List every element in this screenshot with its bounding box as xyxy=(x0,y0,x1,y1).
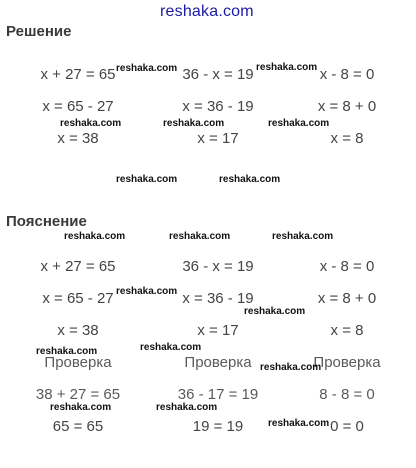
solution-equation: x = 36 - 19 xyxy=(182,98,254,115)
solution-equation: 36 - x = 19 xyxy=(182,66,254,83)
check-label: Проверка xyxy=(44,354,112,371)
watermark: reshaka.com xyxy=(169,231,231,242)
watermark: reshaka.com xyxy=(140,342,202,353)
watermark: reshaka.com xyxy=(60,118,122,129)
watermark: reshaka.com xyxy=(256,62,318,73)
solution-equation: x + 27 = 65 xyxy=(40,66,116,83)
watermark: reshaka.com xyxy=(268,418,330,429)
solution-equation: x = 38 xyxy=(57,130,99,147)
watermark: reshaka.com xyxy=(219,174,281,185)
watermark: reshaka.com xyxy=(116,174,178,185)
watermark: reshaka.com xyxy=(244,306,306,317)
watermark: reshaka.com xyxy=(268,118,330,129)
site-header: reshaka.com xyxy=(160,3,254,20)
explanation-equation: x = 8 xyxy=(330,322,364,339)
check-label: Проверка xyxy=(184,354,252,371)
explanation-equation: x - 8 = 0 xyxy=(319,258,375,275)
check-label: Проверка xyxy=(313,354,381,371)
solution-equation: x = 8 + 0 xyxy=(317,98,377,115)
check-result: 65 = 65 xyxy=(52,418,104,435)
explanation-equation: 36 - x = 19 xyxy=(182,258,254,275)
solution-equation: x = 17 xyxy=(197,130,239,147)
watermark: reshaka.com xyxy=(156,402,218,413)
watermark: reshaka.com xyxy=(163,118,225,129)
watermark: reshaka.com xyxy=(272,231,334,242)
check-equation: 36 - 17 = 19 xyxy=(177,386,259,403)
watermark: reshaka.com xyxy=(116,63,178,74)
solution-equation: x - 8 = 0 xyxy=(319,66,375,83)
watermark: reshaka.com xyxy=(260,362,322,373)
check-result: 0 = 0 xyxy=(330,418,364,435)
solution-equation: x = 65 - 27 xyxy=(42,98,114,115)
watermark: reshaka.com xyxy=(36,346,98,357)
check-equation: 38 + 27 = 65 xyxy=(35,386,121,403)
explanation-heading: Пояснение xyxy=(6,213,87,230)
watermark: reshaka.com xyxy=(64,231,126,242)
explanation-equation: x = 17 xyxy=(197,322,239,339)
explanation-equation: x = 36 - 19 xyxy=(182,290,254,307)
watermark: reshaka.com xyxy=(50,402,112,413)
solution-equation: x = 8 xyxy=(330,130,364,147)
solution-heading: Решение xyxy=(6,23,72,40)
watermark: reshaka.com xyxy=(116,286,178,297)
explanation-equation: x = 38 xyxy=(57,322,99,339)
check-equation: 8 - 8 = 0 xyxy=(319,386,375,403)
explanation-equation: x = 65 - 27 xyxy=(42,290,114,307)
check-result: 19 = 19 xyxy=(192,418,244,435)
explanation-equation: x = 8 + 0 xyxy=(317,290,377,307)
explanation-equation: x + 27 = 65 xyxy=(40,258,116,275)
